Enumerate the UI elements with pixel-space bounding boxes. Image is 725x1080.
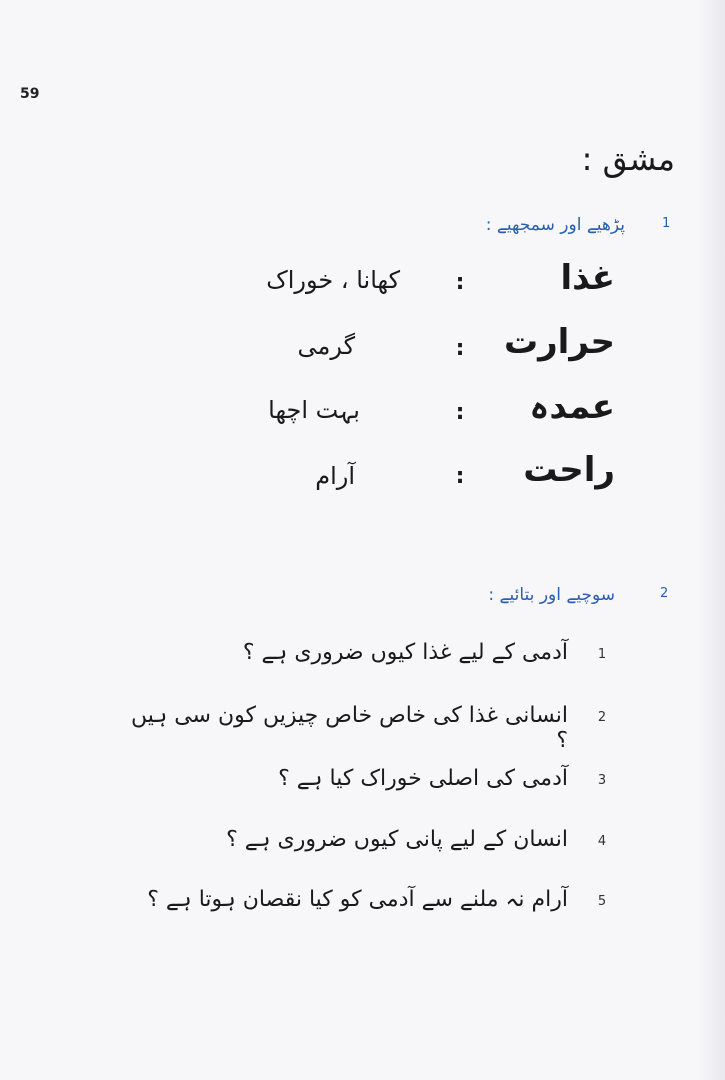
page-number: 59 — [20, 86, 40, 102]
page-edge — [697, 0, 725, 1080]
vocab-word: راحت — [523, 450, 615, 490]
vocab-colon: : — [455, 336, 465, 361]
question-number: 4 — [597, 834, 607, 849]
vocab-colon: : — [455, 270, 465, 295]
vocab-word: غذا — [560, 258, 615, 298]
section2-label: سوچیے اور بتائیے : — [488, 585, 615, 605]
question-text: آرام نہ ملنے سے آدمی کو کیا نقصان ہوتا ہے ؟ — [147, 887, 568, 912]
section1-label: پڑھیے اور سمجھیے : — [485, 215, 625, 235]
vocab-word: حرارت — [503, 322, 615, 362]
vocab-meaning: بہت اچھا — [268, 396, 360, 424]
exercise-title: مشق : — [581, 140, 675, 178]
vocab-colon: : — [455, 400, 465, 425]
section2-number: 2 — [660, 586, 669, 601]
vocab-colon: : — [455, 464, 465, 489]
vocab-meaning: آرام — [315, 462, 355, 490]
question-number: 2 — [597, 710, 607, 725]
question-text: انسان کے لیے پانی کیوں ضروری ہے ؟ — [226, 827, 568, 852]
question-number: 5 — [597, 894, 607, 909]
question-text: آدمی کے لیے غذا کیوں ضروری ہے ؟ — [242, 640, 568, 665]
vocab-meaning: گرمی — [297, 332, 355, 360]
vocab-word: عمدہ — [529, 387, 615, 427]
section1-number: 1 — [662, 216, 671, 231]
question-text: انسانی غذا کی خاص خاص چیزیں کون سی ہیں ؟ — [130, 703, 568, 753]
vocab-meaning: کھانا ، خوراک — [266, 266, 400, 294]
question-text: آدمی کی اصلی خوراک کیا ہے ؟ — [278, 766, 568, 791]
question-number: 3 — [597, 773, 607, 788]
question-number: 1 — [597, 647, 607, 662]
